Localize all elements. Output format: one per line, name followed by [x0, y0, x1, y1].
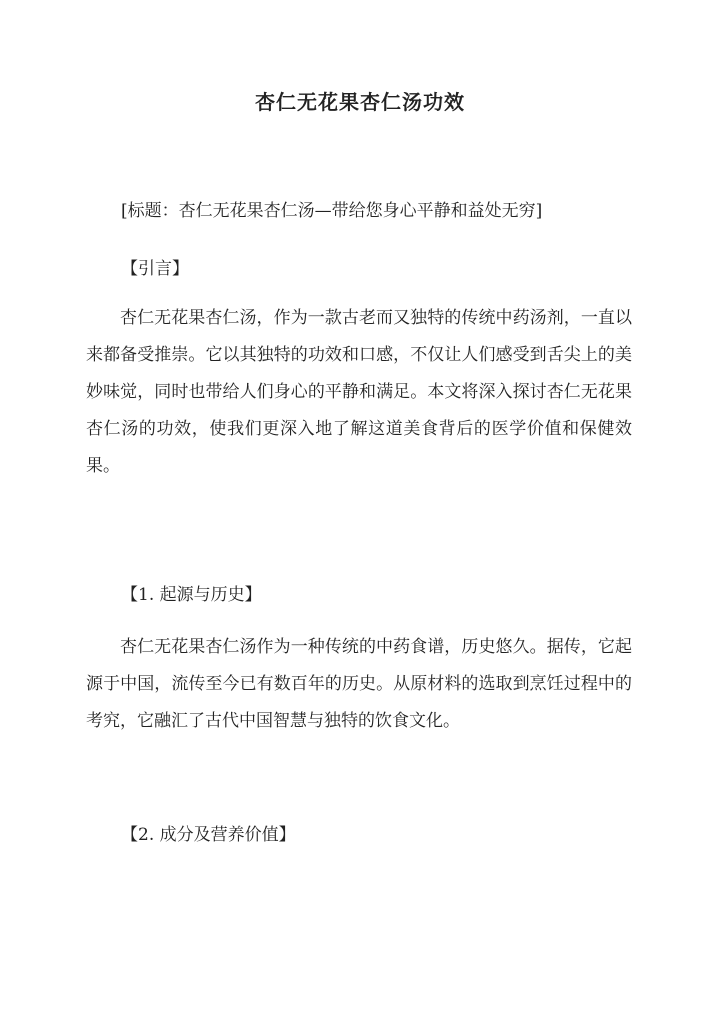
- section-paragraph-intro: 杏仁无花果杏仁汤，作为一款古老而又独特的传统中药汤剂，一直以来都备受推崇。它以其独特的功效和口感，不仅让人们感受到舌尖上的美妙味觉，同时也带给人们身心的平静和满足。本文将深入探讨杏仁无花果杏仁汤的功效，使我们更深入地了解这道美食背后的医学价值和保健效果。: [86, 308, 632, 476]
- section-heading-nutrition: 【2. 成分及营养价值】: [121, 825, 296, 845]
- section-paragraph-origin: 杏仁无花果杏仁汤作为一种传统的中药食谱，历史悠久。据传，它起源于中国，流传至今已有数百年的历史。从原材料的选取到烹饪过程中的考究，它融汇了古代中国智慧与独特的饮食文化。: [86, 637, 632, 731]
- section-heading-origin: 【1. 起源与历史】: [121, 585, 262, 605]
- section-heading-intro: 【引言】: [121, 259, 189, 279]
- document-title: 杏仁无花果杏仁汤功效: [255, 90, 465, 114]
- document-subtitle: [标题：杏仁无花果杏仁汤—带给您身心平静和益处无穷]: [121, 201, 543, 221]
